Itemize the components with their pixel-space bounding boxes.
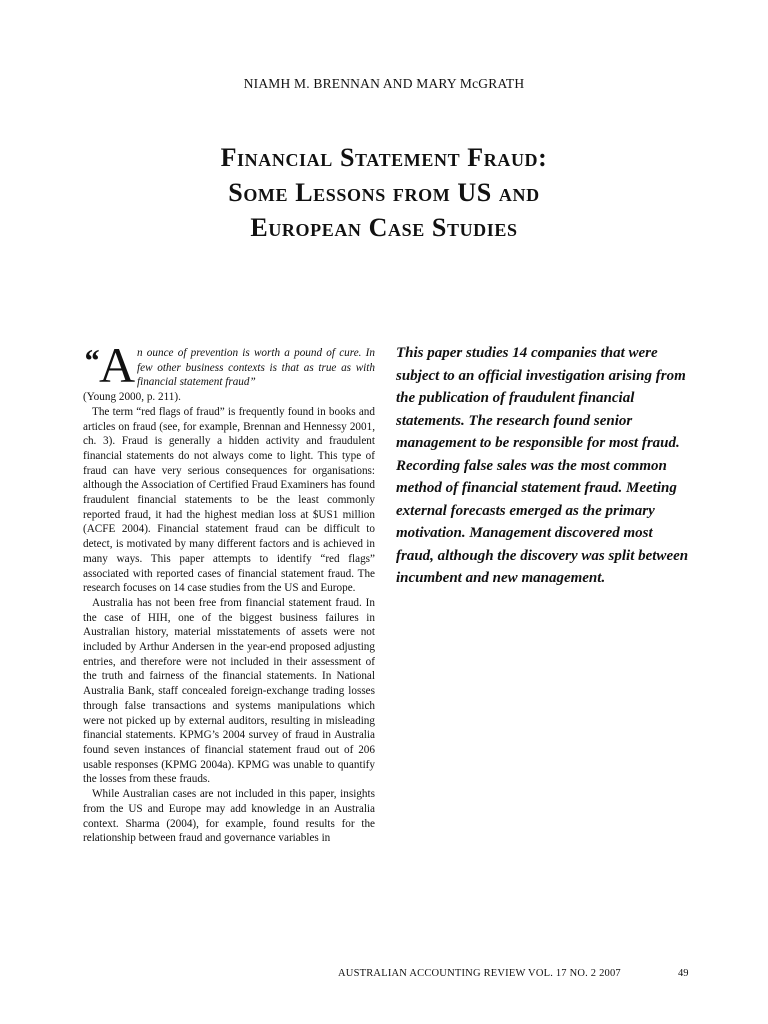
left-column-body	[83, 337, 375, 846]
title-line-3: European Case Studies	[250, 213, 518, 242]
journal-footer: AUSTRALIAN ACCOUNTING REVIEW VOL. 17 NO. 2 2007	[338, 968, 621, 979]
title-line-2: Some Lessons from US and	[228, 178, 540, 207]
author-line: NIAMH M. BRENNAN AND MARY McGRATH	[243, 76, 525, 91]
body-paragraph-1: The term “red flags of fraud” is frequently found in books and articles on fraud (see, for example, Brennan and Hennessy 2001, ch. 3). Fraud is generally a hidden activity and fraudulent financial statements do not always come to light. This type of fraud can have very serious consequences for organisations: although the Association of Certified Fraud Examiners has found fraudulent financial statements to be the least commonly reported fraud, it had the highest median loss at $US1 million (ACFE 2004). Financial statement fraud can be difficult to detect, is motivated by many different factors and is achieved in many ways. This paper attempts to identify “red flags” associated with reported cases of financial statement fraud. The research focuses on 14 case studies from the US and Europe.	[83, 405, 375, 595]
body-paragraph-2: Australia has not been free from financial statement fraud. In the case of HIH, one of the biggest business failures in Australian history, material misstatements of assets were not included by Arthur Andersen in the year-end proposed adjusting entries, and therefore were not included in their assessment of the truth and fairness of the financial statements. In National Australia Bank, staff concealed foreign-exchange trading losses through false transactions and systems manipulations which were not picked up by external auditors, resulting in misleading financial statements. KPMG’s 2004 survey of fraud in Australia found seven instances of financial statement fraud out of 206 usable responses (KPMG 2004a). KPMG was unable to quantify the losses from these frauds.	[83, 596, 375, 786]
body-paragraph-3: While Australian cases are not included in this paper, insights from the US and Europe may add knowledge in an Australia context. Sharma (2004), for example, found results for the relationship between fraud and governance variables in	[83, 788, 375, 845]
quote-text: n ounce of prevention is worth a pound of cure. In few other business contexts is that as true as with financial statement fraud”	[137, 347, 375, 389]
page-number: 49	[678, 968, 689, 979]
abstract: This paper studies 14 companies that were subject to an official investigation arising from the publication of fraudulent financial statements. The research found senior management to be responsible for most fraud. Recording false sales was the most common method of financial statement fraud. Meeting external forecasts emerged as the primary motivation. Management discovered most fraud, although the discovery was split between incumbent and new management.	[396, 345, 689, 586]
article-title	[0, 140, 768, 245]
quote-citation: (Young 2000, p. 211).	[83, 391, 181, 404]
title-line-1: Financial Statement Fraud:	[220, 143, 548, 172]
dropcap	[83, 337, 136, 393]
open-quote-mark: “	[83, 342, 99, 378]
opening-quote	[83, 337, 375, 393]
dropcap-letter: A	[99, 337, 136, 393]
